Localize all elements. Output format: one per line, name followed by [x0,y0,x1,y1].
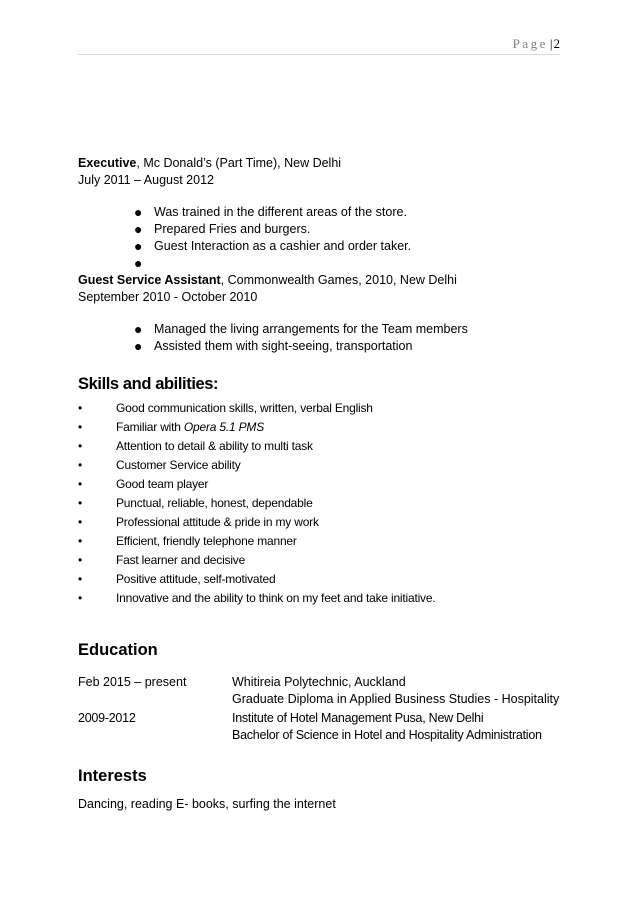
bullet-icon: ● [134,238,143,254]
skill-item: • Customer Service ability [78,456,560,475]
page-header [78,36,560,55]
bullet-icon: • [78,591,83,605]
skill-item: • Innovative and the ability to think on my feet and take initiative. [78,589,560,608]
bullet-icon: • [78,477,83,491]
bullet-icon: ● [134,204,143,220]
job-title: Guest Service Assistant [78,273,221,287]
job-title-line [78,272,560,289]
bullet-icon: • [78,439,83,453]
page-separator: | [549,36,553,51]
page-word: Page [512,36,548,51]
bullet-icon: • [78,515,83,529]
skill-item: • Professional attitude & pride in my work [78,513,560,532]
bullet-icon: • [78,458,83,472]
list-item: ● Managed the living arrangements for the Team members [134,321,468,337]
bullet-icon: • [78,553,83,567]
job-title: Executive [78,156,137,170]
interests-heading: Interests [78,767,147,785]
job-detail: , Mc Donald’s (Part Time), New Delhi [136,156,342,170]
bullet-icon: ● [134,221,143,237]
education-row [78,674,560,708]
bullet-icon: • [78,534,83,548]
list-item [134,255,560,272]
skill-item: • Punctual, reliable, honest, dependable [78,494,560,513]
list-item: ● Guest Interaction as a cashier and order taker. [134,238,412,254]
bullet-icon: • [78,572,83,586]
job-bullet-list [78,204,560,272]
job-dates: July 2011 – August 2012 [78,173,214,187]
resume-content [78,155,560,826]
page-number: 2 [553,36,560,51]
job-bullet-list [78,321,560,355]
skill-item: • Familiar with Opera 5.1 PMS [78,418,560,437]
education-institution: Whitireia Polytechnic, Auckland [232,675,406,689]
skill-item: • Fast learner and decisive [78,551,560,570]
education-detail [232,674,560,708]
job-title-line [78,155,560,172]
education-date: 2009-2012 [78,711,136,725]
skill-item: • Efficient, friendly telephone manner [78,532,560,551]
list-item: ● Prepared Fries and burgers. [134,221,311,237]
bullet-icon: • [78,496,83,510]
bullet-icon: ● [134,255,143,271]
page-number-label [513,36,560,52]
skill-item: • Good team player [78,475,560,494]
experience-entry [78,155,560,272]
list-item: ● Was trained in the different areas of the store. [134,204,407,220]
bullet-icon: • [78,401,83,415]
education-row [78,710,560,744]
list-item: ● Assisted them with sight-seeing, transportation [134,338,413,354]
bullet-icon: ● [134,338,143,354]
job-dates: September 2010 - October 2010 [78,290,258,304]
skill-item: • Positive attitude, self-motivated [78,570,560,589]
skill-software: Opera 5.1 PMS [183,420,264,434]
bullet-icon: ● [134,321,143,337]
skills-list [78,399,560,608]
skill-item: • Attention to detail & ability to multi task [78,437,560,456]
skills-heading: Skills and abilities: [78,375,219,393]
education-program: Bachelor of Science in Hotel and Hospitality Administration [232,728,542,742]
interests-text: Dancing, reading E- books, surfing the internet [78,797,336,811]
skill-item: • Good communication skills, written, verbal English [78,399,560,418]
education-program: Graduate Diploma in Applied Business Studies - Hospitality [232,692,560,706]
job-detail: , Commonwealth Games, 2010, New Delhi [220,273,457,287]
education-detail [232,710,560,744]
bullet-icon: • [78,420,83,434]
experience-entry [78,272,560,355]
education-institution: Institute of Hotel Management Pusa, New Delhi [232,711,484,725]
education-date: Feb 2015 – present [78,675,187,689]
education-heading: Education [78,641,158,659]
education-table [78,674,560,744]
